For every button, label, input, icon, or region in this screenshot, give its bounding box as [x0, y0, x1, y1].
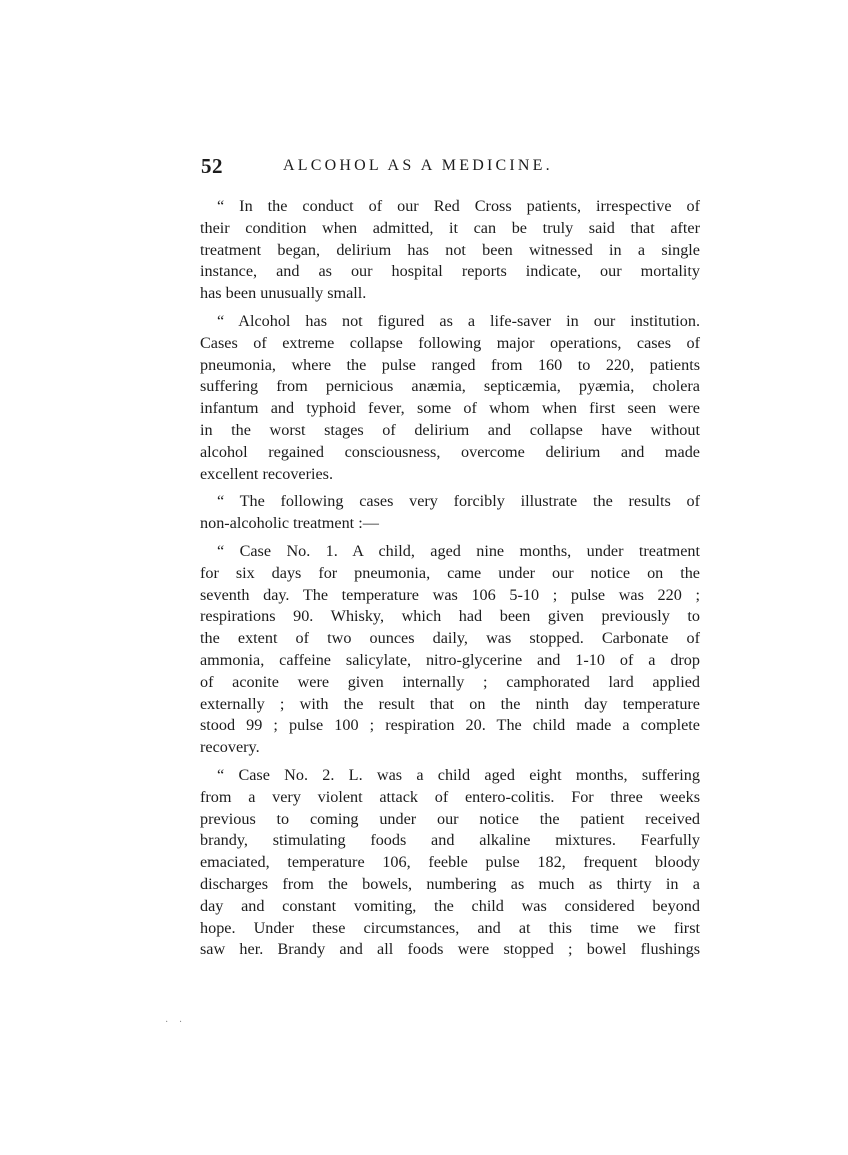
- text-line: emaciated, temperature 106, feeble pulse 182, frequent bloody: [200, 853, 700, 872]
- text-line: day and constant vomiting, the child was considered beyond: [200, 896, 700, 915]
- text-line: instance, and as our hospital reports indicate, our mortality: [200, 262, 700, 281]
- paragraph-case-1: [200, 541, 700, 759]
- body-text: [200, 196, 700, 961]
- paragraph-red-cross: [200, 196, 700, 305]
- text-line: externally ; with the result that on the ninth day temperature: [200, 694, 700, 713]
- text-line: their condition when admitted, it can be truly said that after: [200, 218, 700, 237]
- running-title: ALCOHOL AS A MEDICINE.: [283, 157, 553, 174]
- text-line: discharges from the bowels, numbering as much as thirty in a: [200, 874, 700, 893]
- text-line: “ Case No. 1. A child, aged nine months, under treatment: [217, 541, 700, 560]
- text-line: for six days for pneumonia, came under our notice on the: [200, 563, 700, 582]
- text-line: from a very violent attack of entero-colitis. For three weeks: [200, 787, 700, 806]
- text-line: in the worst stages of delirium and collapse have without: [200, 420, 700, 439]
- paragraph-alcohol-life-saver: [200, 311, 700, 485]
- text-line: pneumonia, where the pulse ranged from 160 to 220, patients: [200, 355, 700, 374]
- text-line: “ Case No. 2. L. was a child aged eight months, suffering: [217, 765, 700, 784]
- text-line: “ Alcohol has not figured as a life-saver in our institution.: [217, 311, 700, 330]
- text-line: stood 99 ; pulse 100 ; respiration 20. The child made a complete: [200, 716, 700, 735]
- text-line: infantum and typhoid fever, some of whom when first seen were: [200, 399, 700, 418]
- paragraph-following-cases: [200, 491, 700, 535]
- page-header: [201, 154, 601, 180]
- text-line: non-alcoholic treatment :—: [200, 514, 379, 533]
- scan-speck-marks: · ·: [165, 1017, 187, 1028]
- text-line: previous to coming under our notice the patient received: [200, 809, 700, 828]
- text-line: saw her. Brandy and all foods were stopped ; bowel flushings: [200, 940, 700, 959]
- text-line: excellent recoveries.: [200, 464, 334, 483]
- text-line: hope. Under these circumstances, and at this time we first: [200, 918, 700, 937]
- page-number: 52: [201, 154, 223, 178]
- text-line: respirations 90. Whisky, which had been given previously to: [200, 607, 700, 626]
- text-line: “ In the conduct of our Red Cross patients, irrespective of: [217, 197, 700, 215]
- text-line: seventh day. The temperature was 106 5-10 ; pulse was 220 ;: [200, 585, 700, 604]
- text-line: has been unusually small.: [200, 284, 367, 303]
- text-line: Cases of extreme collapse following major operations, cases of: [200, 333, 700, 352]
- paragraph-case-2: [200, 765, 700, 961]
- text-line: the extent of two ounces daily, was stopped. Carbonate of: [200, 629, 700, 648]
- text-line: ammonia, caffeine salicylate, nitro-glycerine and 1-10 of a drop: [200, 650, 700, 669]
- text-line: recovery.: [200, 738, 260, 757]
- text-line: “ The following cases very forcibly illustrate the results of: [217, 492, 700, 511]
- text-line: brandy, stimulating foods and alkaline mixtures. Fearfully: [200, 831, 700, 850]
- text-line: suffering from pernicious anæmia, septicæmia, pyæmia, cholera: [200, 377, 700, 396]
- text-line: treatment began, delirium has not been witnessed in a single: [200, 240, 700, 259]
- text-line: alcohol regained consciousness, overcome delirium and made: [200, 442, 700, 461]
- text-line: of aconite were given internally ; camphorated lard applied: [200, 672, 700, 691]
